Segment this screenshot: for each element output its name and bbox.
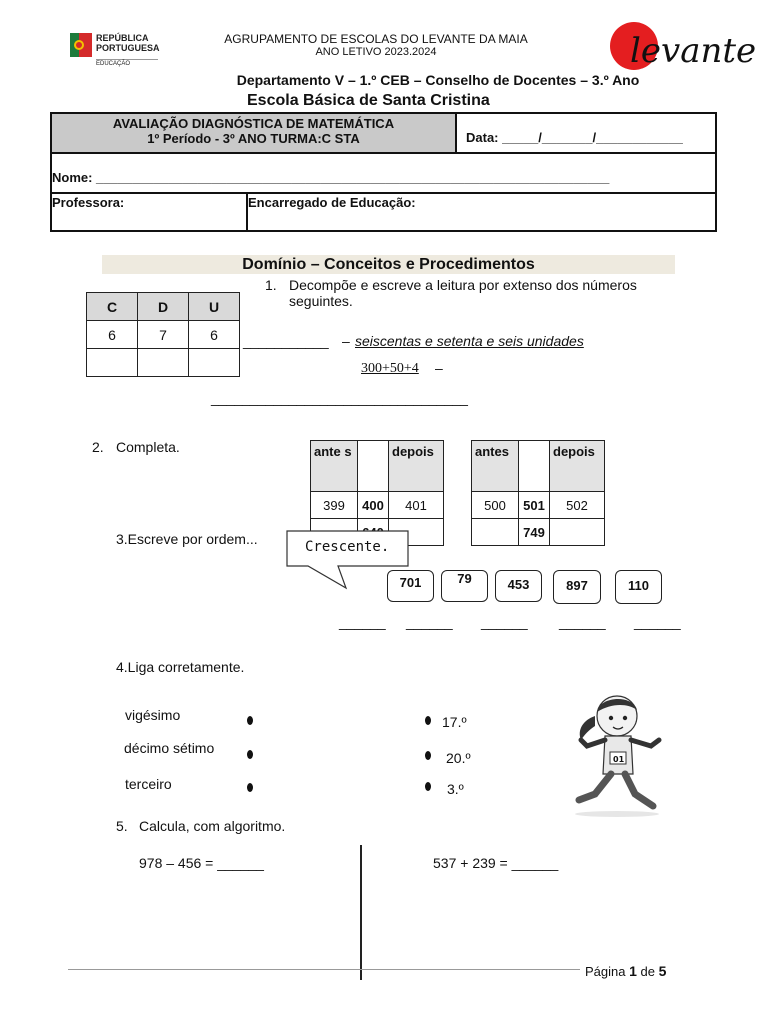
order-blank[interactable]: ______ xyxy=(634,614,681,630)
levante-logo xyxy=(604,12,757,72)
header-form-table xyxy=(50,112,717,232)
cdu-answer-cell[interactable] xyxy=(138,349,189,377)
teacher-cell xyxy=(52,194,248,230)
cdu-answer-cell[interactable] xyxy=(189,349,240,377)
school-year: ANO LETIVO 2023.2024 xyxy=(315,46,437,58)
school-group: AGRUPAMENTO DE ESCOLAS DO LEVANTE DA MAIA xyxy=(224,32,528,46)
bubble-label: Crescente. xyxy=(305,539,390,555)
seq-cell-given: 501 xyxy=(519,492,550,519)
cdu-header-c: C xyxy=(87,293,138,321)
ordinal-word: vigésimo xyxy=(125,707,181,723)
domain-title: Domínio – Conceitos e Procedimentos xyxy=(102,255,675,274)
seq-cell: 502 xyxy=(550,492,605,519)
bib-number: 01 xyxy=(613,755,625,764)
seq-cell: 401 xyxy=(389,492,444,519)
test-subtitle: 1º Período - 3º ANO TURMA:C STA xyxy=(147,131,360,146)
footer-rule xyxy=(68,969,580,970)
gov-logo-text: REPÚBLICA PORTUGUESA xyxy=(96,33,160,53)
teacher-field[interactable]: Professora: xyxy=(52,195,125,210)
test-title-cell xyxy=(52,114,457,152)
gov-logo-subtitle: EDUCAÇÃO xyxy=(96,59,158,67)
q1-number: 1. xyxy=(265,277,277,293)
levante-logo-text: levante xyxy=(630,31,757,71)
cdu-cell: 7 xyxy=(138,321,189,349)
department-line: Departamento V – 1.º CEB – Conselho de Docentes – 3.º Ano xyxy=(236,72,640,88)
cdu-header-u: U xyxy=(189,293,240,321)
q5-text: Calcula, com algoritmo. xyxy=(139,818,286,834)
cdu-cell: 6 xyxy=(87,321,138,349)
seq-answer-cell[interactable] xyxy=(550,519,605,546)
q2-text: Completa. xyxy=(116,439,180,455)
form-title-row xyxy=(52,114,715,154)
guardian-field[interactable]: Encarregado de Educação: xyxy=(248,195,416,210)
seq-header-before: antes xyxy=(472,441,519,492)
q1-text: Decompõe e escreve a leitura por extenso dos números seguintes. xyxy=(289,277,637,309)
seq-header-after: depois xyxy=(550,441,605,492)
match-dot-left[interactable] xyxy=(247,716,253,725)
ordinal-number: 17.º xyxy=(442,714,467,730)
q2-number: 2. xyxy=(92,439,104,455)
page-indicator: Página 1 de 5 xyxy=(585,963,667,979)
match-dot-right[interactable] xyxy=(425,751,431,760)
match-dot-right[interactable] xyxy=(425,716,431,725)
operation-subtraction[interactable]: 978 – 456 = ______ xyxy=(139,855,264,871)
order-blank[interactable]: ______ xyxy=(481,614,528,630)
q1-long-blank[interactable]: _________________________________ xyxy=(211,390,468,406)
portuguese-flag-icon xyxy=(70,33,92,57)
seq-answer-cell[interactable] xyxy=(472,519,519,546)
number-card: 110 xyxy=(615,570,662,604)
q1-dash: – xyxy=(342,333,350,349)
match-dot-left[interactable] xyxy=(247,783,253,792)
seq-header-middle xyxy=(358,441,389,492)
date-field[interactable]: Data: _____/_______/____________ xyxy=(466,130,683,145)
ordinal-number: 20.º xyxy=(446,750,471,766)
number-card: 897 xyxy=(553,570,601,604)
column-divider xyxy=(360,845,362,980)
test-title: AVALIAÇÃO DIAGNÓSTICA DE MATEMÁTICA xyxy=(112,116,395,131)
seq-header-before: ante s xyxy=(311,441,358,492)
seq-cell: 399 xyxy=(311,492,358,519)
ordinal-number: 3.º xyxy=(447,781,464,797)
q1-reading: seiscentas e setenta e seis unidades xyxy=(355,333,584,349)
cdu-cell: 6 xyxy=(189,321,240,349)
cdu-answer-cell[interactable] xyxy=(87,349,138,377)
ordinal-word: terceiro xyxy=(125,776,172,792)
seq-cell-given: 400 xyxy=(358,492,389,519)
running-girl-illustration xyxy=(565,690,670,818)
operation-addition[interactable]: 537 + 239 = ______ xyxy=(433,855,559,871)
number-card: 453 xyxy=(495,570,542,602)
q1-sum-expression: 300+50+4 xyxy=(361,361,419,376)
seq-header-middle xyxy=(519,441,550,492)
school-name: Escola Básica de Santa Cristina xyxy=(247,92,490,109)
cdu-header-d: D xyxy=(138,293,189,321)
order-blank[interactable]: ______ xyxy=(559,614,606,630)
q1-answer-blank[interactable]: ___________ xyxy=(243,333,329,349)
seq-cell: 500 xyxy=(472,492,519,519)
order-blank[interactable]: ______ xyxy=(406,614,453,630)
match-dot-right[interactable] xyxy=(425,782,431,791)
q4-text: 4.Liga corretamente. xyxy=(116,659,245,675)
order-blank[interactable]: ______ xyxy=(339,614,386,630)
sequence-table-2 xyxy=(471,440,605,546)
seq-cell-given: 749 xyxy=(519,519,550,546)
q5-number: 5. xyxy=(116,818,128,834)
cdu-table xyxy=(86,292,240,377)
q1-sum-dash: – xyxy=(435,360,443,376)
name-row xyxy=(52,154,715,194)
number-card: 701 xyxy=(387,570,434,602)
number-card: 79 xyxy=(441,570,488,602)
q3-text: 3.Escreve por ordem... xyxy=(116,531,258,547)
ordinal-word: décimo sétimo xyxy=(124,740,215,756)
seq-header-after: depois xyxy=(389,441,444,492)
match-dot-left[interactable] xyxy=(247,750,253,759)
name-field[interactable]: Nome: _______________________________________________________________________ xyxy=(52,170,610,185)
